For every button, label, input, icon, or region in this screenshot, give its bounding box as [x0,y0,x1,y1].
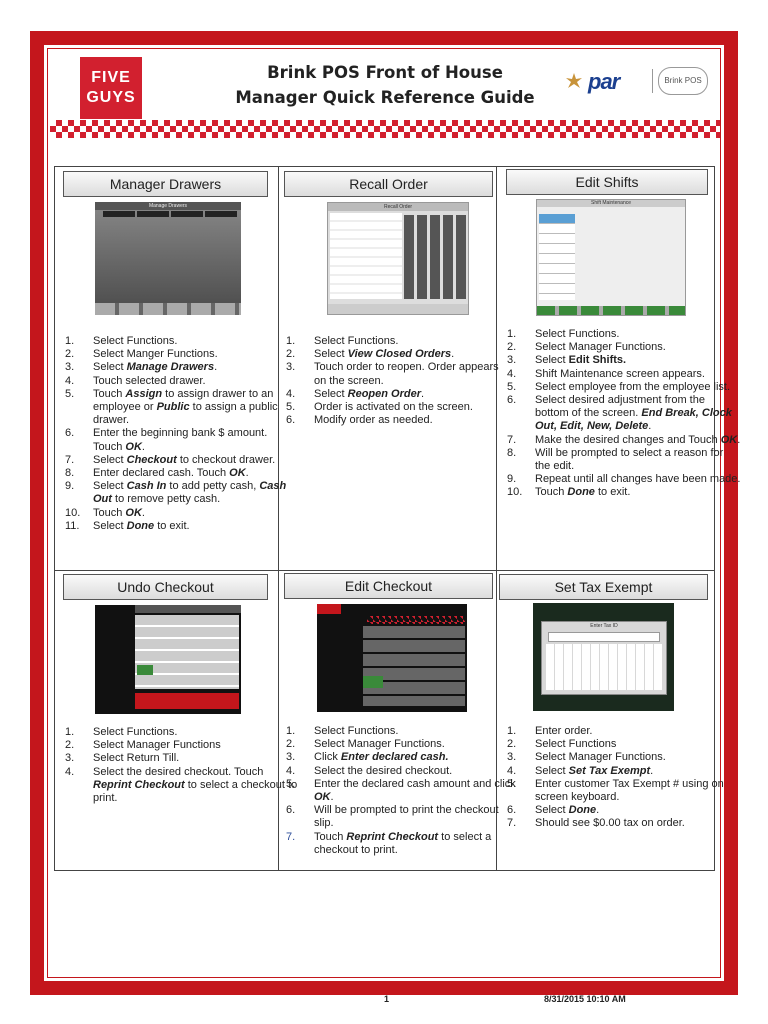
edit-shifts-screenshot [536,199,686,316]
step-item: Select the desired checkout. Touch Reprint Checkout to select a checkout to print. [93,765,298,805]
step-item: Will be prompted to select a reason for the edit. [535,446,724,473]
manager-drawers-steps [63,335,299,533]
grid-divider-h [55,570,714,571]
step-item: Select Cash In to add petty cash, Cash Out to remove petty cash. [93,480,287,506]
on-screen-keyboard [546,644,662,690]
step-item: Select Set Tax Exempt. [535,764,654,777]
drawers-toolbar [95,303,241,315]
par-leaf-icon [564,71,584,91]
step-item: Enter the declared cash amount and click OK. [314,777,516,804]
step-item: Enter order. [535,725,593,737]
step-item: Shift Maintenance screen appears. [535,367,705,380]
title-line-1: Brink POS Front of House [267,63,503,82]
drawers-screen-title: Manage Drawers [95,202,241,210]
edit-checkout-header: Edit Checkout [284,573,493,599]
par-brink-logo [560,65,710,99]
edit-logo-block [317,604,341,614]
step-item: Select employee from the employee list. [535,380,731,393]
logo-line-1: FIVE [91,69,131,86]
edit-checkout-steps [284,725,518,857]
drawer-tile [171,211,203,217]
set-tax-exempt-screenshot [533,603,674,711]
step-item: Touch Done to exit. [535,486,631,499]
undo-checkout-header: Undo Checkout [63,574,268,600]
step-item: Select Edit Shifts. [535,354,627,367]
step-item: Touch OK. [93,506,145,519]
step-item: Touch selected drawer. [93,374,206,387]
edit-checkout-screenshot [317,604,467,712]
step-item: Touch Reprint Checkout to select a checkout to print. [314,830,492,856]
edit-green-button [363,676,383,688]
step-item: Touch order to reopen. Order appears on the screen. [314,361,499,387]
step-item: Select Manager Functions. [535,341,666,354]
step-item: Select Manage Drawers. [93,361,218,374]
step-item: Select Manager Functions [93,739,221,752]
step-item: Should see $0.00 tax on order. [535,817,685,830]
drawer-tile [103,211,135,217]
tax-keyboard-dialog [541,621,667,695]
recall-toolbar [328,304,468,314]
shifts-screen-title: Shift Maintenance [537,200,685,207]
edit-shifts-steps [505,328,741,500]
edit-checker-strip [367,616,465,624]
step-item: Select Functions [535,738,617,751]
undo-button-grid [135,615,239,689]
step-item: Select Manager Functions. [535,751,666,764]
edit-button-grid [363,626,465,706]
recall-screen-title: Recall Order [328,203,468,211]
step-item: Select Done to exit. [93,519,190,532]
selected-employee [539,214,575,223]
undo-red-panel [135,693,239,709]
shifts-toolbar [537,306,685,315]
step-item: Select Done. [535,804,600,817]
step-item: Select Reopen Order. [314,387,425,400]
logo-line-2: GUYS [86,89,136,106]
recall-order-steps [284,335,512,427]
set-tax-exempt-header: Set Tax Exempt [499,574,708,600]
step-item: Select Return Till. [93,752,180,765]
step-item: Modify order as needed. [314,414,433,427]
step-item: Select Functions. [314,335,399,347]
step-item: Select desired adjustment from the bottom of the screen. End Break, Clock Out, Edit, New, Delete. [535,394,732,433]
step-item: Click Enter declared cash. [314,751,449,764]
logo-divider [652,69,653,93]
reference-grid [54,166,741,871]
recall-order-screenshot [327,202,469,315]
undo-checkout-screenshot [95,605,241,714]
manager-drawers-screenshot [95,202,241,315]
step-item: Select Checkout to checkout drawer. [93,453,276,466]
footer-datetime: 8/31/2015 10:10 AM [544,994,626,1004]
step-item: Select Functions. [314,725,399,737]
drawer-tile [205,211,237,217]
recall-order-header: Recall Order [284,171,493,197]
step-item: Touch Assign to assign drawer to an employee or Public to assign a public drawer. [93,387,278,427]
employee-list [539,214,575,300]
step-item: Select Functions. [93,726,178,738]
set-tax-exempt-steps [505,725,739,831]
step-item: Repeat until all changes have been made. [535,473,741,486]
step-item: Select Functions. [535,328,620,340]
step-item: Will be prompted to print the checkout slip. [314,804,499,830]
step-item: Order is activated on the screen. [314,401,473,414]
par-wordmark: par [588,69,620,94]
step-item: Select Manger Functions. [93,348,218,361]
tax-dialog-title: Enter Tax ID [590,623,618,629]
step-item: Select View Closed Orders. [314,348,455,361]
drawer-tile [137,211,169,217]
undo-green-button [137,665,153,675]
step-item: Make the desired changes and Touch OK. [535,433,741,446]
title-line-2: Manager Quick Reference Guide [235,88,535,107]
checkered-banner [50,120,720,138]
step-item: Select Manager Functions. [314,738,445,751]
page-number: 1 [384,994,390,1004]
step-item: Enter declared cash. Touch OK. [93,467,249,480]
five-guys-logo [80,57,142,119]
step-item: Enter the beginning bank $ amount. Touch OK. [93,427,268,453]
orders-list [330,213,402,299]
tax-id-field [548,632,660,642]
step-item: Enter customer Tax Exempt # using on screen keyboard. [535,777,724,804]
undo-checkout-steps [63,726,299,805]
edit-shifts-header: Edit Shifts [506,169,708,195]
undo-topbar [135,605,241,613]
brink-pos-badge: Brink POS [658,67,708,95]
step-item: Select the desired checkout. [314,764,453,777]
page-title [230,60,540,110]
step-item: Select Functions. [93,335,178,347]
manager-drawers-header: Manager Drawers [63,171,268,197]
recall-keypad [404,215,468,299]
